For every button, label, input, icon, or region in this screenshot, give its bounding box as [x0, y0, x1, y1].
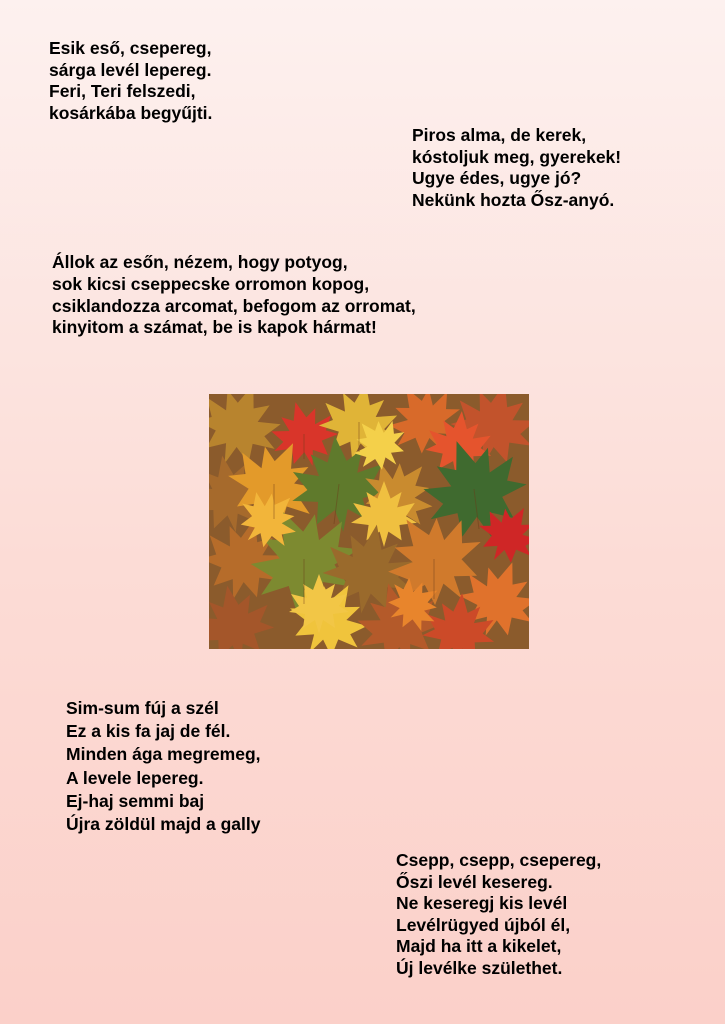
poem-line: Minden ága megremeg, — [66, 744, 261, 765]
poem-line: Ne keseregj kis levél — [396, 893, 568, 914]
poem-line: Esik eső, csepereg, — [49, 38, 212, 58]
poem-standing-in-rain — [52, 252, 416, 339]
poem-line: sárga levél lepereg. — [49, 59, 212, 80]
poem-line: kóstoljuk meg, gyerekek! — [412, 146, 622, 167]
poem-line: csiklandozza arcomat, befogom az orromat, — [52, 295, 416, 316]
poem-line: Újra zöldül majd a gally — [66, 814, 261, 835]
poem-line: sok kicsi cseppecske orromon kopog, — [52, 273, 370, 294]
poem-line: kosárkába begyűjti. — [49, 102, 213, 123]
poem-line: Sim-sum fúj a szél — [66, 698, 219, 718]
poem-autumn-leaf — [396, 850, 601, 980]
poem-line: Ez a kis fa jaj de fél. — [66, 721, 231, 742]
poem-line: Piros alma, de kerek, — [412, 125, 587, 145]
poem-line: Ej-haj semmi baj — [66, 790, 205, 811]
poem-line: Feri, Teri felszedi, — [49, 81, 196, 102]
poem-line: Nekünk hozta Ősz-anyó. — [412, 189, 615, 210]
poem-line: Új levélke születhet. — [396, 957, 563, 978]
poem-red-apple — [412, 125, 621, 211]
poem-line: Őszi levél kesereg. — [396, 871, 553, 892]
poem-line: Állok az esőn, nézem, hogy potyog, — [52, 252, 348, 272]
poem-rain-leaves — [49, 38, 212, 124]
poem-line: Csepp, csepp, csepereg, — [396, 850, 602, 870]
poem-line: kinyitom a számat, be is kapok hármat! — [52, 317, 377, 338]
poem-line: A levele lepereg. — [66, 767, 204, 788]
autumn-leaves-image — [209, 394, 529, 649]
poem-line: Levélrügyed újból él, — [396, 914, 571, 935]
poem-wind-tree — [66, 697, 261, 836]
poem-line: Ugye édes, ugye jó? — [412, 168, 582, 189]
poem-line: Majd ha itt a kikelet, — [396, 936, 562, 957]
